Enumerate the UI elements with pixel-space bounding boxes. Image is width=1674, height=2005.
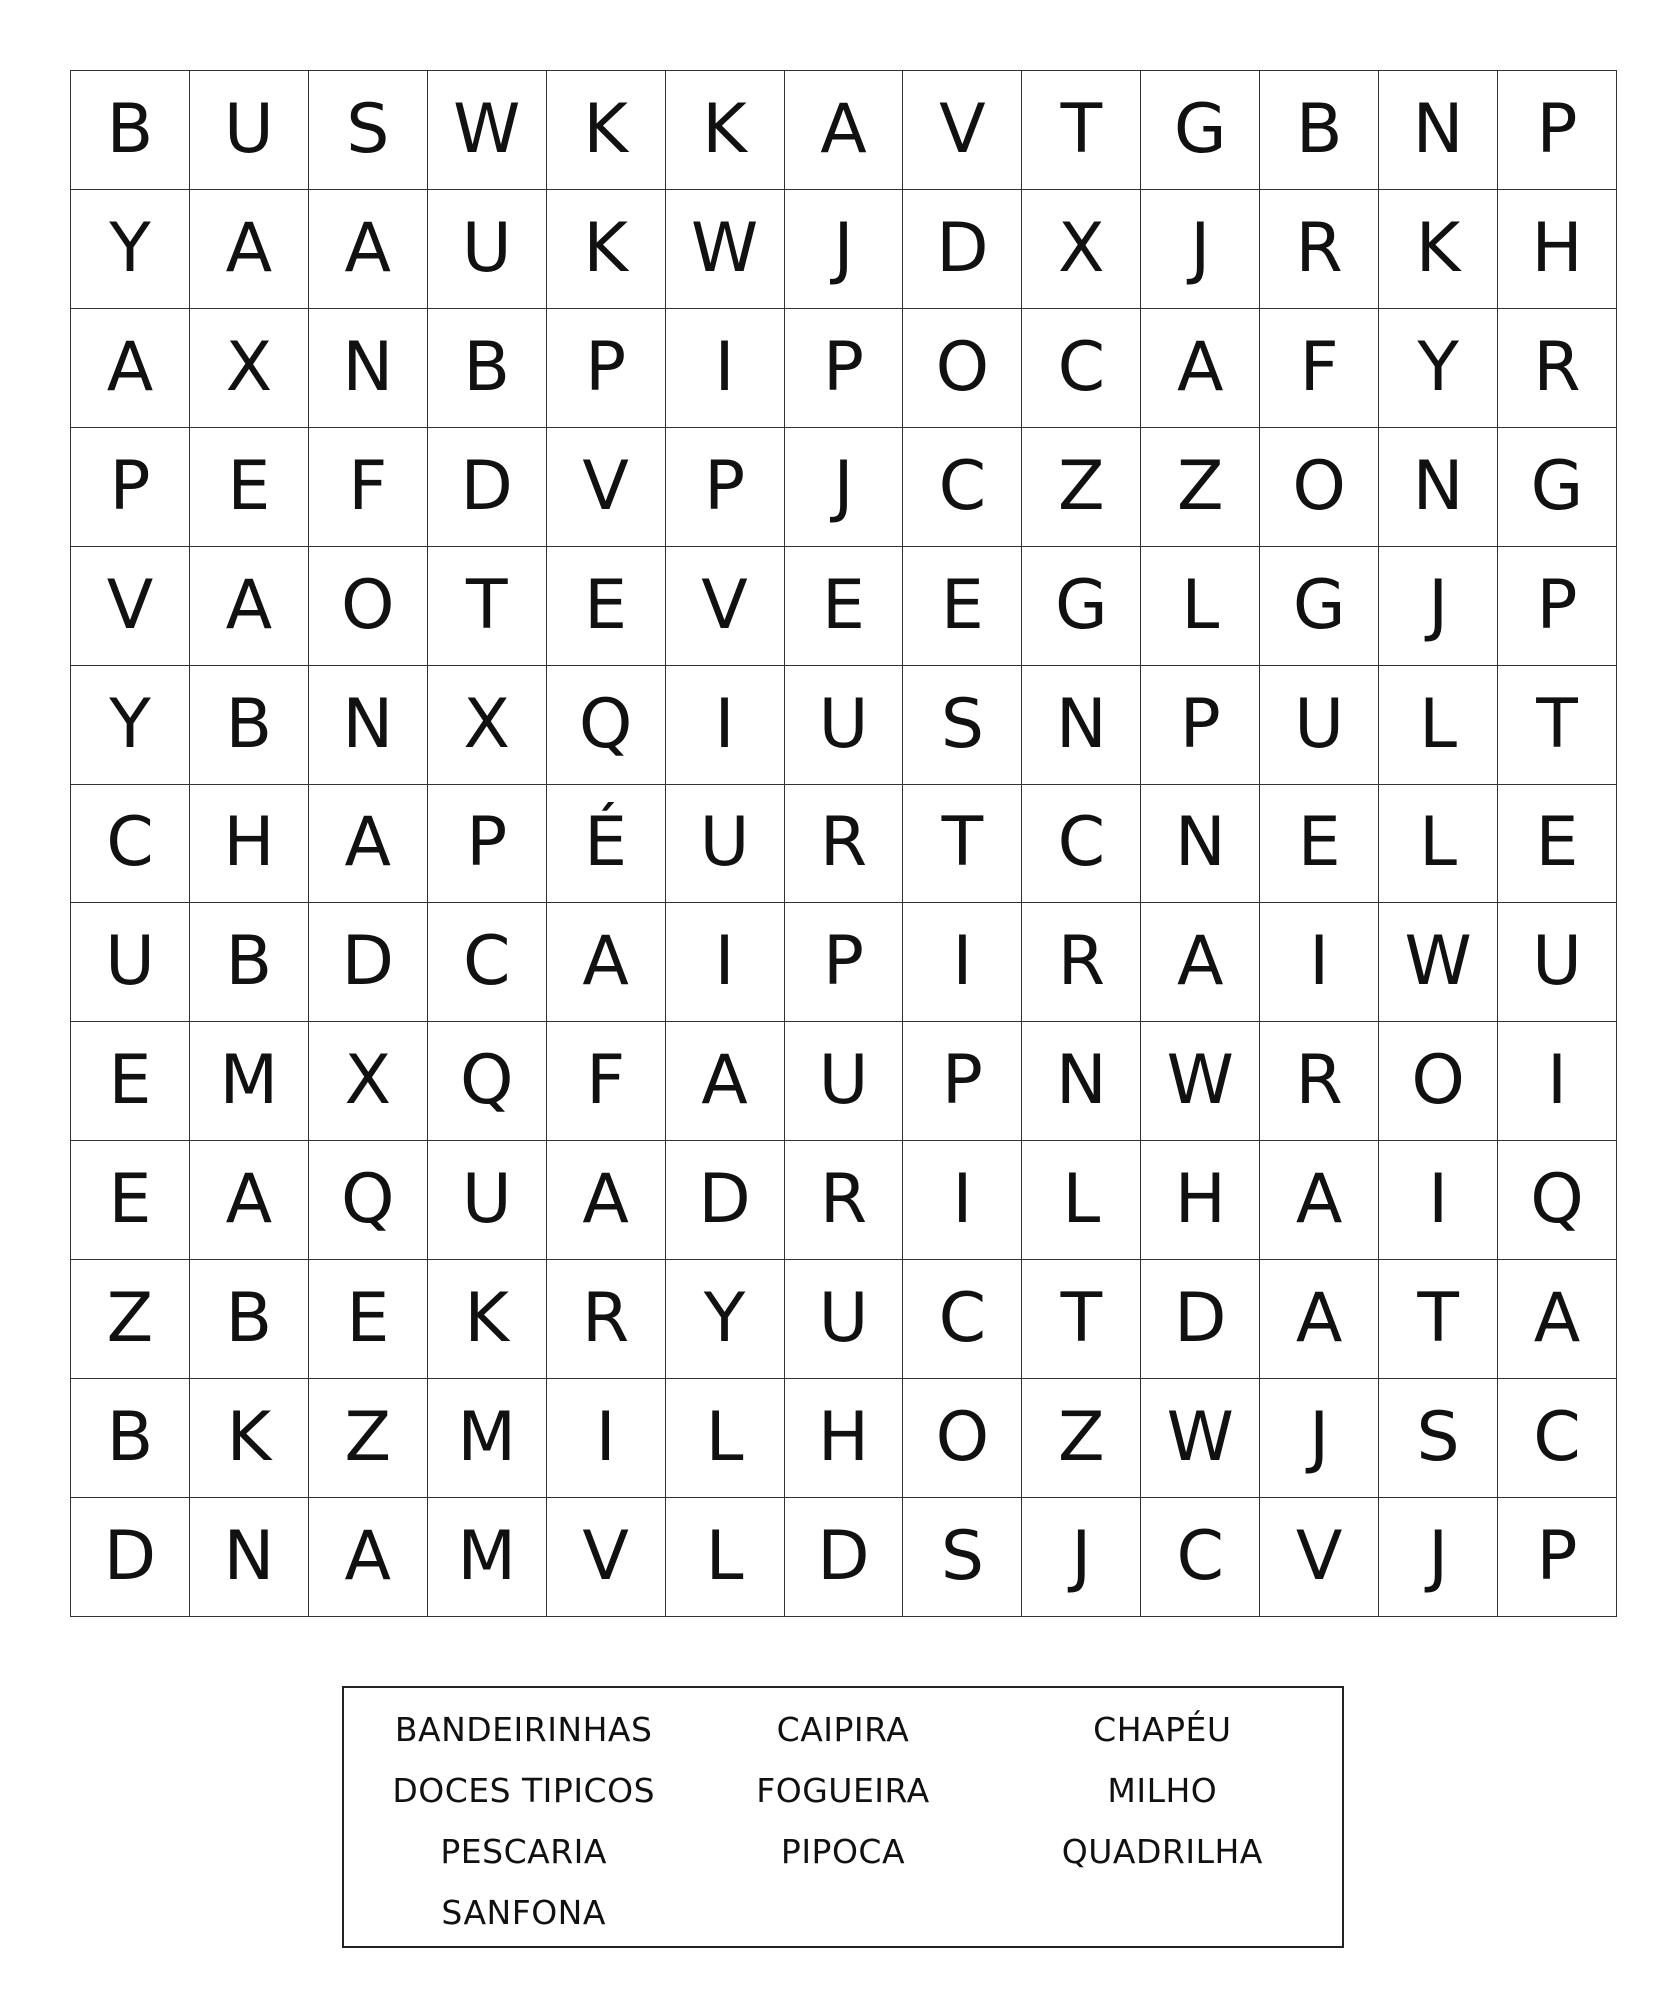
grid-cell[interactable]: K bbox=[666, 71, 785, 190]
grid-cell[interactable]: Z bbox=[1022, 1379, 1141, 1498]
word-list-box bbox=[342, 1686, 1344, 1948]
grid-cell[interactable]: I bbox=[666, 666, 785, 785]
grid-cell[interactable]: T bbox=[1379, 1260, 1498, 1379]
grid-cell[interactable]: Z bbox=[1141, 428, 1260, 547]
grid-cell[interactable]: S bbox=[903, 666, 1022, 785]
grid-cell[interactable]: M bbox=[428, 1379, 547, 1498]
grid-cell[interactable]: L bbox=[1141, 547, 1260, 666]
grid-cell[interactable]: R bbox=[547, 1260, 666, 1379]
grid-cell[interactable]: R bbox=[785, 1141, 904, 1260]
grid-cell[interactable]: N bbox=[1022, 666, 1141, 785]
grid-cell[interactable]: D bbox=[903, 190, 1022, 309]
grid-cell[interactable]: W bbox=[1141, 1379, 1260, 1498]
grid-cell[interactable]: T bbox=[1022, 71, 1141, 190]
grid-cell[interactable]: R bbox=[1498, 309, 1617, 428]
grid-cell[interactable]: A bbox=[1141, 903, 1260, 1022]
grid-cell[interactable]: E bbox=[785, 547, 904, 666]
grid-cell[interactable]: A bbox=[1260, 1260, 1379, 1379]
grid-cell[interactable]: F bbox=[309, 428, 428, 547]
grid-cell[interactable]: A bbox=[547, 903, 666, 1022]
grid-cell[interactable]: Q bbox=[428, 1022, 547, 1141]
grid-cell[interactable]: Q bbox=[547, 666, 666, 785]
grid-cell[interactable]: O bbox=[1260, 428, 1379, 547]
grid-cell[interactable]: O bbox=[1379, 1022, 1498, 1141]
grid-cell[interactable]: P bbox=[428, 785, 547, 904]
grid-cell[interactable]: L bbox=[666, 1379, 785, 1498]
grid-cell[interactable]: I bbox=[547, 1379, 666, 1498]
grid-cell[interactable]: U bbox=[785, 1260, 904, 1379]
grid-cell[interactable]: J bbox=[1260, 1379, 1379, 1498]
grid-cell[interactable]: B bbox=[190, 1260, 309, 1379]
grid-cell[interactable]: V bbox=[903, 71, 1022, 190]
grid-cell[interactable]: F bbox=[547, 1022, 666, 1141]
grid-cell[interactable]: M bbox=[190, 1022, 309, 1141]
grid-cell[interactable]: J bbox=[1141, 190, 1260, 309]
grid-cell[interactable]: E bbox=[71, 1022, 190, 1141]
grid-cell[interactable]: A bbox=[1141, 309, 1260, 428]
grid-cell[interactable]: X bbox=[309, 1022, 428, 1141]
grid-cell[interactable]: L bbox=[1379, 785, 1498, 904]
grid-cell[interactable]: A bbox=[1498, 1260, 1617, 1379]
grid-cell[interactable]: Y bbox=[71, 190, 190, 309]
grid-cell[interactable]: C bbox=[1022, 785, 1141, 904]
grid-cell[interactable]: D bbox=[309, 903, 428, 1022]
grid-cell[interactable]: Z bbox=[1022, 428, 1141, 547]
grid-cell[interactable]: U bbox=[71, 903, 190, 1022]
grid-cell[interactable]: D bbox=[1141, 1260, 1260, 1379]
grid-cell[interactable]: P bbox=[666, 428, 785, 547]
grid-cell[interactable]: D bbox=[785, 1498, 904, 1617]
grid-cell[interactable]: H bbox=[1141, 1141, 1260, 1260]
grid-cell[interactable]: N bbox=[1022, 1022, 1141, 1141]
grid-cell[interactable]: I bbox=[903, 903, 1022, 1022]
grid-cell[interactable]: C bbox=[1141, 1498, 1260, 1617]
grid-cell[interactable]: J bbox=[785, 190, 904, 309]
grid-cell[interactable]: R bbox=[785, 785, 904, 904]
grid-cell[interactable]: B bbox=[71, 71, 190, 190]
grid-cell[interactable]: C bbox=[1498, 1379, 1617, 1498]
grid-cell[interactable]: I bbox=[1498, 1022, 1617, 1141]
grid-cell[interactable]: U bbox=[785, 666, 904, 785]
grid-cell[interactable]: P bbox=[1498, 71, 1617, 190]
word-search-grid bbox=[70, 70, 1617, 1617]
grid-cell[interactable]: T bbox=[1498, 666, 1617, 785]
grid-cell[interactable]: I bbox=[666, 309, 785, 428]
grid-cell[interactable]: W bbox=[1379, 903, 1498, 1022]
word-list-item: QUADRILHA bbox=[1061, 1832, 1263, 1871]
grid-cell[interactable]: I bbox=[1260, 903, 1379, 1022]
grid-cell[interactable]: J bbox=[1022, 1498, 1141, 1617]
grid-cell[interactable]: E bbox=[1260, 785, 1379, 904]
grid-cell[interactable]: V bbox=[547, 428, 666, 547]
grid-cell[interactable]: C bbox=[71, 785, 190, 904]
grid-cell[interactable]: V bbox=[1260, 1498, 1379, 1617]
grid-cell[interactable]: F bbox=[1260, 309, 1379, 428]
grid-cell[interactable]: P bbox=[1498, 1498, 1617, 1617]
grid-cell[interactable]: A bbox=[71, 309, 190, 428]
grid-cell[interactable]: K bbox=[428, 1260, 547, 1379]
grid-cell[interactable]: P bbox=[1498, 547, 1617, 666]
grid-cell[interactable]: T bbox=[428, 547, 547, 666]
grid-cell[interactable]: U bbox=[1498, 903, 1617, 1022]
word-list-item: SANFONA bbox=[441, 1893, 606, 1932]
grid-cell[interactable]: A bbox=[190, 1141, 309, 1260]
grid-cell[interactable]: N bbox=[190, 1498, 309, 1617]
grid-cell[interactable]: D bbox=[71, 1498, 190, 1617]
grid-cell[interactable]: J bbox=[785, 428, 904, 547]
grid-cell[interactable]: G bbox=[1498, 428, 1617, 547]
grid-cell[interactable]: S bbox=[903, 1498, 1022, 1617]
grid-cell[interactable]: H bbox=[1498, 190, 1617, 309]
grid-cell[interactable]: Q bbox=[1498, 1141, 1617, 1260]
grid-cell[interactable]: N bbox=[1141, 785, 1260, 904]
grid-cell[interactable]: U bbox=[1260, 666, 1379, 785]
grid-cell[interactable]: L bbox=[1022, 1141, 1141, 1260]
grid-cell[interactable]: Y bbox=[666, 1260, 785, 1379]
word-list-item: CHAPÉU bbox=[1093, 1710, 1232, 1749]
grid-cell[interactable]: J bbox=[1379, 1498, 1498, 1617]
grid-cell[interactable]: C bbox=[903, 428, 1022, 547]
grid-cell[interactable]: K bbox=[1379, 190, 1498, 309]
grid-cell[interactable]: N bbox=[1379, 71, 1498, 190]
grid-cell[interactable]: U bbox=[428, 1141, 547, 1260]
grid-cell[interactable]: E bbox=[547, 547, 666, 666]
grid-cell[interactable]: R bbox=[1022, 903, 1141, 1022]
grid-cell[interactable]: E bbox=[309, 1260, 428, 1379]
grid-cell[interactable]: Z bbox=[309, 1379, 428, 1498]
grid-cell[interactable]: É bbox=[547, 785, 666, 904]
grid-cell[interactable]: P bbox=[1141, 666, 1260, 785]
grid-cell[interactable]: G bbox=[1022, 547, 1141, 666]
grid-cell[interactable]: D bbox=[428, 428, 547, 547]
grid-cell[interactable]: B bbox=[71, 1379, 190, 1498]
grid-cell[interactable]: Y bbox=[1379, 309, 1498, 428]
grid-cell[interactable]: L bbox=[1379, 666, 1498, 785]
grid-cell[interactable]: A bbox=[190, 190, 309, 309]
grid-cell[interactable]: U bbox=[666, 785, 785, 904]
grid-cell[interactable]: G bbox=[1260, 547, 1379, 666]
grid-cell[interactable]: X bbox=[190, 309, 309, 428]
grid-cell[interactable]: E bbox=[1498, 785, 1617, 904]
grid-cell[interactable]: A bbox=[666, 1022, 785, 1141]
grid-cell[interactable]: I bbox=[666, 903, 785, 1022]
grid-cell[interactable]: T bbox=[1022, 1260, 1141, 1379]
grid-cell[interactable]: X bbox=[428, 666, 547, 785]
word-list-item: FOGUEIRA bbox=[756, 1771, 930, 1810]
grid-cell[interactable]: Q bbox=[309, 1141, 428, 1260]
grid-cell[interactable]: U bbox=[190, 71, 309, 190]
grid-cell[interactable]: I bbox=[1379, 1141, 1498, 1260]
grid-cell[interactable]: H bbox=[785, 1379, 904, 1498]
grid-cell[interactable]: O bbox=[903, 1379, 1022, 1498]
grid-cell[interactable]: J bbox=[1379, 547, 1498, 666]
grid-cell[interactable]: K bbox=[547, 71, 666, 190]
grid-cell[interactable]: B bbox=[428, 309, 547, 428]
grid-cell[interactable]: B bbox=[1260, 71, 1379, 190]
word-list-item: CAIPIRA bbox=[776, 1710, 910, 1749]
grid-cell[interactable]: E bbox=[190, 428, 309, 547]
grid-cell[interactable]: E bbox=[903, 547, 1022, 666]
grid-cell[interactable]: W bbox=[428, 71, 547, 190]
word-list-item: PESCARIA bbox=[440, 1832, 607, 1871]
grid-cell[interactable]: V bbox=[666, 547, 785, 666]
grid-cell[interactable]: B bbox=[190, 666, 309, 785]
word-list-item: MILHO bbox=[1107, 1771, 1218, 1810]
word-list bbox=[364, 1710, 1322, 1954]
grid-cell[interactable]: P bbox=[547, 309, 666, 428]
grid-cell[interactable]: W bbox=[1141, 1022, 1260, 1141]
grid-cell[interactable]: C bbox=[1022, 309, 1141, 428]
grid-cell[interactable]: O bbox=[309, 547, 428, 666]
grid-cell[interactable]: P bbox=[71, 428, 190, 547]
grid-cell[interactable]: R bbox=[1260, 190, 1379, 309]
grid-cell[interactable]: A bbox=[547, 1141, 666, 1260]
grid-cell[interactable]: R bbox=[1260, 1022, 1379, 1141]
grid-cell[interactable]: C bbox=[428, 903, 547, 1022]
word-list-item: PIPOCA bbox=[780, 1832, 906, 1871]
grid-cell[interactable]: B bbox=[190, 903, 309, 1022]
grid-cell[interactable]: Y bbox=[71, 666, 190, 785]
grid-cell[interactable]: A bbox=[1260, 1141, 1379, 1260]
grid-cell[interactable]: L bbox=[666, 1498, 785, 1617]
grid-cell[interactable]: C bbox=[903, 1260, 1022, 1379]
grid-cell[interactable]: U bbox=[785, 1022, 904, 1141]
grid-cell[interactable]: N bbox=[309, 666, 428, 785]
grid-cell[interactable]: V bbox=[71, 547, 190, 666]
grid-cell[interactable]: P bbox=[785, 309, 904, 428]
grid-cell[interactable]: A bbox=[309, 190, 428, 309]
grid-cell[interactable]: E bbox=[71, 1141, 190, 1260]
grid-cell[interactable]: P bbox=[903, 1022, 1022, 1141]
grid-cell[interactable]: A bbox=[309, 785, 428, 904]
grid-cell[interactable]: A bbox=[785, 71, 904, 190]
grid-cell[interactable]: H bbox=[190, 785, 309, 904]
grid-cell[interactable]: K bbox=[547, 190, 666, 309]
grid-cell[interactable]: S bbox=[1379, 1379, 1498, 1498]
word-list-item: BANDEIRINHAS bbox=[394, 1710, 653, 1749]
grid-cell[interactable]: P bbox=[785, 903, 904, 1022]
grid-cell[interactable]: K bbox=[190, 1379, 309, 1498]
grid-cell[interactable]: N bbox=[1379, 428, 1498, 547]
grid-cell[interactable]: V bbox=[547, 1498, 666, 1617]
grid-cell[interactable]: W bbox=[666, 190, 785, 309]
grid-cell[interactable]: X bbox=[1022, 190, 1141, 309]
grid-cell[interactable]: A bbox=[190, 547, 309, 666]
grid-cell[interactable]: G bbox=[1141, 71, 1260, 190]
grid-cell[interactable]: O bbox=[903, 309, 1022, 428]
grid-cell[interactable]: D bbox=[666, 1141, 785, 1260]
word-list-item: DOCES TIPICOS bbox=[392, 1771, 656, 1810]
grid-cell[interactable]: M bbox=[428, 1498, 547, 1617]
grid-cell[interactable]: I bbox=[903, 1141, 1022, 1260]
grid-cell[interactable]: Z bbox=[71, 1260, 190, 1379]
grid-cell[interactable]: T bbox=[903, 785, 1022, 904]
grid-cell[interactable]: N bbox=[309, 309, 428, 428]
grid-cell[interactable]: U bbox=[428, 190, 547, 309]
grid-cell[interactable]: S bbox=[309, 71, 428, 190]
grid-cell[interactable]: A bbox=[309, 1498, 428, 1617]
